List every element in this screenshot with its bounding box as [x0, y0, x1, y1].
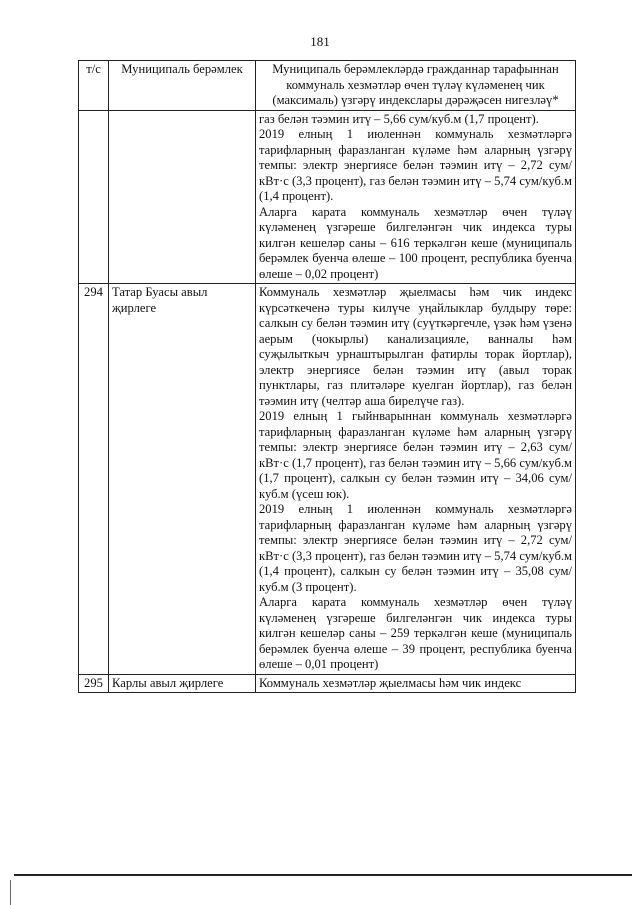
table-header-row — [79, 61, 576, 111]
row-municipality — [109, 110, 256, 284]
page-number: 181 — [310, 34, 330, 49]
table-row — [79, 110, 576, 284]
paragraph: газ белән тәэмин итү – 5,66 сум/куб.м (1,7 процент). — [259, 111, 539, 126]
row-number: 295 — [79, 674, 109, 693]
row-justification — [256, 674, 576, 693]
row-justification — [256, 110, 576, 284]
scan-edge-line — [14, 874, 632, 876]
scan-edge-mark — [10, 880, 11, 905]
paragraph: 2019 елның 1 июленнән коммуналь хезмәтләргә тарифларның фаразланган күләме һәм аларның үзгәрү темпы: электр энергиясе белән тәэмин итү – 2,72 сум/кВт·с (3,3 процент), газ белән тәэмин итү – 5,74 сум/куб.м (1,4 процент). — [259, 127, 572, 203]
paragraph: 2019 елның 1 июленнән коммуналь хезмәтләргә тарифларның фаразланган күләме һәм аларның үзгәрү темпы: электр энергиясе белән тәэмин итү – 2,72 сум/кВт·с (3,3 процент), газ белән тәэмин итү – 5,74 сум/куб.м (1,4 процент), салкын су белән тәэмин итү – 35,08 сум/куб.м (3 процент). — [259, 502, 572, 594]
paragraph: Аларга карата коммуналь хезмәтләр өчен түләү күләменең үзгәреше билгеләнгән чик индекса туры килгән кешеләр саны – 616 теркәлгән кеше (муниципаль берәмлек буенча өлеше – 100 процент, республика буенча өлеше – 0,02 процент) — [259, 204, 572, 281]
row-justification — [256, 284, 576, 675]
header-number: т/с — [79, 61, 109, 111]
table-row — [79, 284, 576, 675]
paragraph: 2019 елның 1 гыйнварыннан коммуналь хезмәтләргә тарифларның фаразланган күләме һәм аларның үзгәрү темпы: электр энергиясе белән тәэмин итү – 2,63 сум/кВт·с (1,7 процент), газ белән тәэмин итү – 5,66 сум/куб.м (1,7 процент), салкын су белән тәэмин итү – 34,06 сум/куб.м (үсеш юк). — [259, 409, 572, 501]
table-row — [79, 674, 576, 693]
row-municipality: Татар Буасы авыл җирлеге — [109, 284, 256, 675]
header-municipality: Муниципаль берәмлек — [109, 61, 256, 111]
paragraph: Коммуналь хезмәтләр җыелмасы һәм чик индекс күрсәткеченә туры килүче уңайлыклар булдыру төре: салкын су белән тәэмин итү (суүткәргечле, үзәк һәм үзенә аерым (чокырлы) канализацияле, ванналы һәм суҗылыткыч урнаштырылган фатирлы торак йортлар), электр энергиясе белән тәэмин итү (авыл торак пунктлары, газ плитәләре куелган йортлар), газ белән тәэмин итү (челтәр аша бирелүче газ). — [259, 285, 572, 408]
row-municipality: Карлы авыл җирлеге — [109, 674, 256, 693]
paragraph: Коммуналь хезмәтләр җыелмасы һәм чик индекс — [259, 675, 522, 690]
row-number — [79, 110, 109, 284]
municipal-index-table — [78, 60, 576, 693]
row-number: 294 — [79, 284, 109, 675]
paragraph: Аларга карата коммуналь хезмәтләр өчен түләү күләменең үзгәреше билгеләнгән чик индекса туры килгән кешеләр саны – 259 теркәлгән кеше (муниципаль берәмлек буенча өлеше – 39 процент, республика буенча өлеше – 0,01 процент) — [259, 595, 572, 671]
header-index-justification: Муниципаль берәмлекләрдә гражданнар тарафыннан коммуналь хезмәтләр өчен түләү күләменең чик (максималь) үзгәрү индекслары дәрәҗәсен нигезләү* — [256, 61, 576, 111]
